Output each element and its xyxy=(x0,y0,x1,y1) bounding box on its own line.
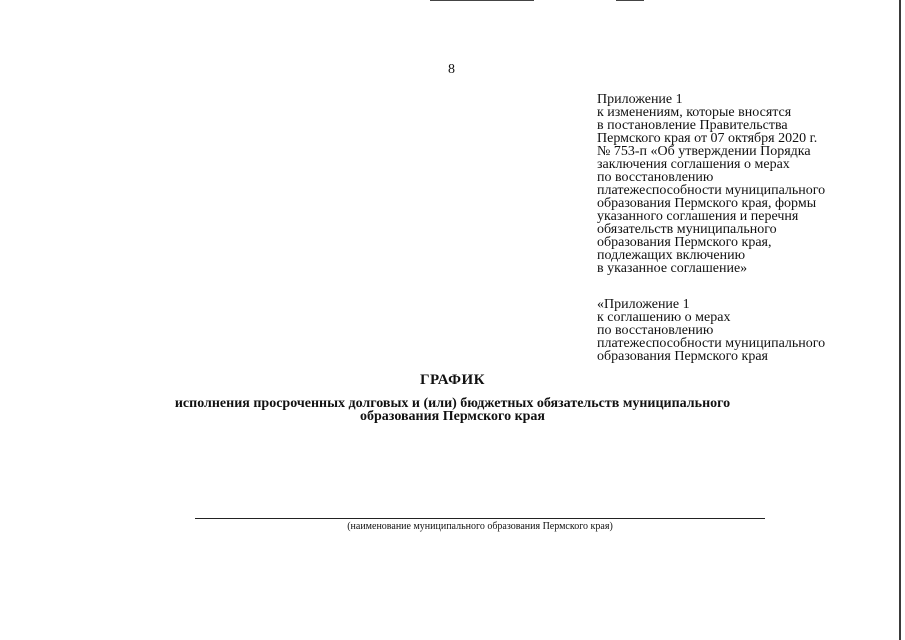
subtitle-line: исполнения просроченных долговых и (или) бюджетных обязательств муниципального xyxy=(174,396,731,411)
appendix-1-line: платежеспособности муниципального xyxy=(597,183,826,198)
municipality-name-caption: (наименование муниципального образования Пермского края) xyxy=(347,521,613,532)
document-subtitle xyxy=(100,397,805,423)
appendix-1-line: в указанное соглашение» xyxy=(597,261,748,276)
scan-edge-right xyxy=(899,0,901,640)
appendix-2-block xyxy=(597,298,887,363)
appendix-1-line: подлежащих включению xyxy=(597,248,746,263)
appendix-1-line: заключения соглашения о мерах xyxy=(597,157,790,172)
scan-mark-top-right xyxy=(616,0,644,1)
appendix-2-line: по восстановлению xyxy=(597,323,714,338)
appendix-1-line: Пермского края от 07 октября 2020 г. xyxy=(597,131,818,146)
appendix-1-line: № 753-п «Об утверждении Порядка xyxy=(597,144,811,159)
appendix-2-line: «Приложение 1 xyxy=(597,297,690,312)
appendix-1-line: к изменениям, которые вносятся xyxy=(597,105,792,120)
appendix-1-line: Приложение 1 xyxy=(597,92,683,107)
subtitle-line: образования Пермского края xyxy=(360,409,545,424)
appendix-1-line: в постановление Правительства xyxy=(597,118,788,133)
document-title: ГРАФИК xyxy=(419,372,486,388)
municipality-name-field xyxy=(195,518,765,519)
appendix-2-line: образования Пермского края xyxy=(597,349,768,364)
scan-mark-top-left xyxy=(430,0,534,1)
appendix-1-line: указанного соглашения и перечня xyxy=(597,209,799,224)
appendix-1-line: образования Пермского края, xyxy=(597,235,772,250)
appendix-1-block xyxy=(597,93,887,275)
appendix-2-line: платежеспособности муниципального xyxy=(597,336,826,351)
appendix-1-line: образования Пермского края, формы xyxy=(597,196,817,211)
appendix-2-line: к соглашению о мерах xyxy=(597,310,731,325)
appendix-1-line: по восстановлению xyxy=(597,170,714,185)
page-number: 8 xyxy=(448,62,455,77)
appendix-1-line: обязательств муниципального xyxy=(597,222,777,237)
